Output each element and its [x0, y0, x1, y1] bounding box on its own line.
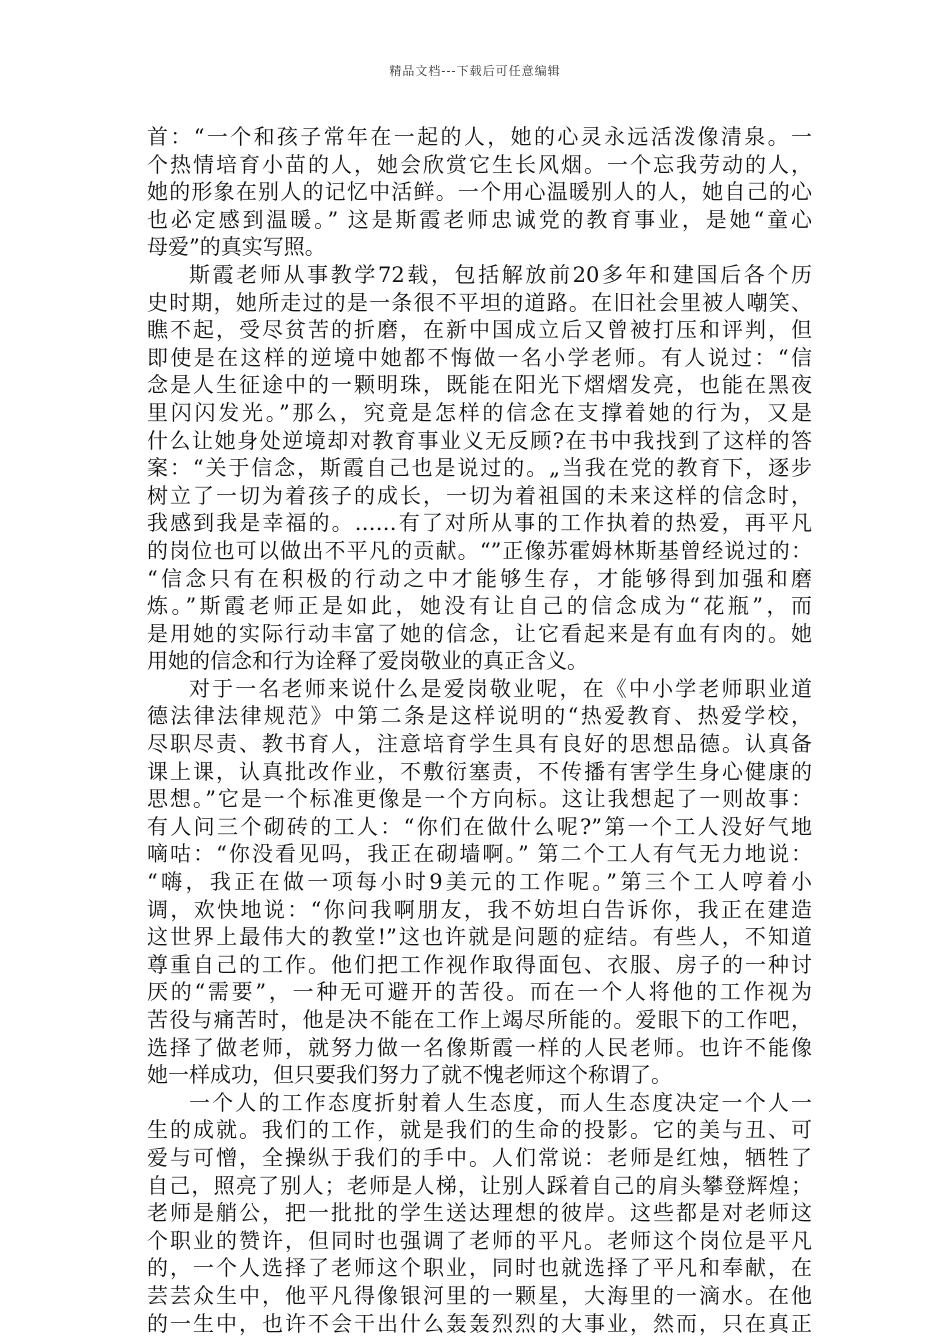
- text-line: 她的形象在别人的记忆中活鲜。一个用心温暖别人的人，她自己的心: [147, 180, 812, 205]
- text-line: 苦役与痛苦时，他是决不能在工作上竭尽所能的。爱眼下的工作吧，: [147, 1008, 812, 1032]
- text-line: 瞧不起，受尽贫苦的折磨，在新中国成立后又曾被打压和评判，但: [147, 318, 812, 343]
- text-line: 案：“关于信念，斯霞自己也是说过的。„当我在党的教育下，逐步: [147, 456, 812, 481]
- text-line: 芸芸众生中，他平凡得像银河里的一颗星，大海里的一滴水。在他: [147, 1283, 812, 1308]
- text-line: 炼。”斯霞老师正是如此，她没有让自己的信念成为“花瓶”，而: [147, 594, 812, 619]
- text-line: 的，一个人选择了老师这个职业，同时也就选择了平凡和奉献，在: [147, 1256, 812, 1281]
- text-line: 她一样成功，但只要我们努力了就不愧老师这个称谓了。: [147, 1063, 672, 1088]
- text-line: 这世界上最伟大的教堂!”这也许就是问题的症结。有些人，不知道: [147, 925, 812, 950]
- text-line: 是用她的实际行动丰富了她的信念，让它看起来是有血有肉的。她: [147, 621, 812, 646]
- text-line: 也必定感到温暖。” 这是斯霞老师忠诚党的教育事业，是她“童心: [147, 207, 812, 232]
- text-line: 尽职尽责、教书育人，注意培育学生具有良好的思想品德。认真备: [147, 732, 812, 757]
- text-line: “嗨，我正在做一项每小时9美元的工作呢。”第三个工人哼着小: [147, 870, 812, 895]
- text-line: 自己，照亮了别人；老师是人梯，让别人踩着自己的肩头攀登辉煌；: [147, 1173, 812, 1198]
- text-line: 什么让她身处逆境却对教育事业义无反顾?在书中我找到了这样的答: [147, 428, 812, 453]
- text-line: 爱与可憎，全操纵于我们的手中。人们常说：老师是红烛，牺牲了: [147, 1145, 812, 1170]
- text-line: 选择了做老师，就努力做一名像斯霞一样的人民老师。也许不能像: [147, 1035, 812, 1060]
- text-line: 个职业的赞许，但同时也强调了老师的平凡。老师这个岗位是平凡: [147, 1228, 812, 1253]
- text-line: 调，欢快地说：“你问我啊朋友，我不妨坦白告诉你，我正在建造: [147, 897, 812, 922]
- paragraph-1: [147, 124, 812, 262]
- text-line: 我感到我是幸福的。……有了对所从事的工作执着的热爱，再平凡: [147, 511, 812, 536]
- text-line: 嘀咕：“你没看见吗，我正在砌墙啊。” 第二个工人有气无力地说：: [147, 842, 812, 867]
- page-header: 精品文档---下载后可任意编辑: [389, 64, 561, 78]
- text-line: 生的成就。我们的工作，就是我们的生命的投影。它的美与丑、可: [147, 1118, 812, 1143]
- text-line: 老师是艄公，把一批批的学生送达理想的彼岸。这些都是对老师这: [147, 1201, 812, 1226]
- text-line: 里闪闪发光。”那么，究竟是怎样的信念在支撑着她的行为，又是: [147, 400, 812, 425]
- text-line: 树立了一切为着孩子的成长，一切为着祖国的未来这样的信念时，: [147, 483, 812, 508]
- text-line: 有人问三个砌砖的工人：“你们在做什么呢?”第一个工人没好气地: [147, 814, 812, 839]
- text-line: 德法律法律规范》中第二条是这样说明的“热爱教育、热爱学校，: [147, 704, 812, 729]
- text-line: 一个人的工作态度折射着人生态度，而人生态度决定一个人一: [189, 1090, 812, 1115]
- text-line: 母爱”的真实写照。: [147, 235, 326, 260]
- text-line: 思想。”它是一个标准更像是一个方向标。这让我想起了一则故事：: [147, 787, 812, 812]
- paragraph-4: [147, 1090, 812, 1338]
- text-line: 首：“一个和孩子常年在一起的人，她的心灵永远活泼像清泉。一: [147, 125, 812, 149]
- text-line: 斯霞老师从事教学72载，包括解放前20多年和建国后各个历: [189, 262, 812, 287]
- text-line: 课上课，认真批改作业，不敷衍塞责，不传播有害学生身心健康的: [147, 759, 812, 784]
- text-line: 用她的信念和行为诠释了爱岗敬业的真正含义。: [147, 649, 588, 674]
- text-line: 的一生中，也许不会干出什么轰轰烈烈的大事业，然而，只在真正: [147, 1311, 812, 1336]
- text-line: “信念只有在积极的行动之中才能够生存，才能够得到加强和磨: [147, 566, 812, 591]
- text-line: 个热情培育小苗的人，她会欣赏它生长风烟。一个忘我劳动的人，: [147, 152, 812, 177]
- text-line: 念是人生征途中的一颗明珠，既能在阳光下熠熠发亮，也能在黑夜: [147, 373, 812, 398]
- text-line: 史时期，她所走过的是一条很不平坦的道路。在旧社会里被人嘲笑、: [147, 290, 812, 315]
- text-line: 的岗位也可以做出不平凡的贡献。“”正像苏霍姆林斯基曾经说过的：: [147, 538, 812, 563]
- text-line: 对于一名老师来说什么是爱岗敬业呢，在《中小学老师职业道: [189, 676, 812, 701]
- text-line: 尊重自己的工作。他们把工作视作取得面包、衣服、房子的一种讨: [147, 952, 812, 977]
- paragraph-2: [147, 262, 812, 676]
- paragraph-3: [147, 676, 812, 1090]
- text-line: 厌的“需要”，一种无可避开的苦役。而在一个人将他的工作视为: [147, 980, 812, 1005]
- document-body: [147, 124, 812, 1338]
- text-line: 即使是在这样的逆境中她都不悔做一名小学老师。有人说过：“信: [147, 345, 812, 370]
